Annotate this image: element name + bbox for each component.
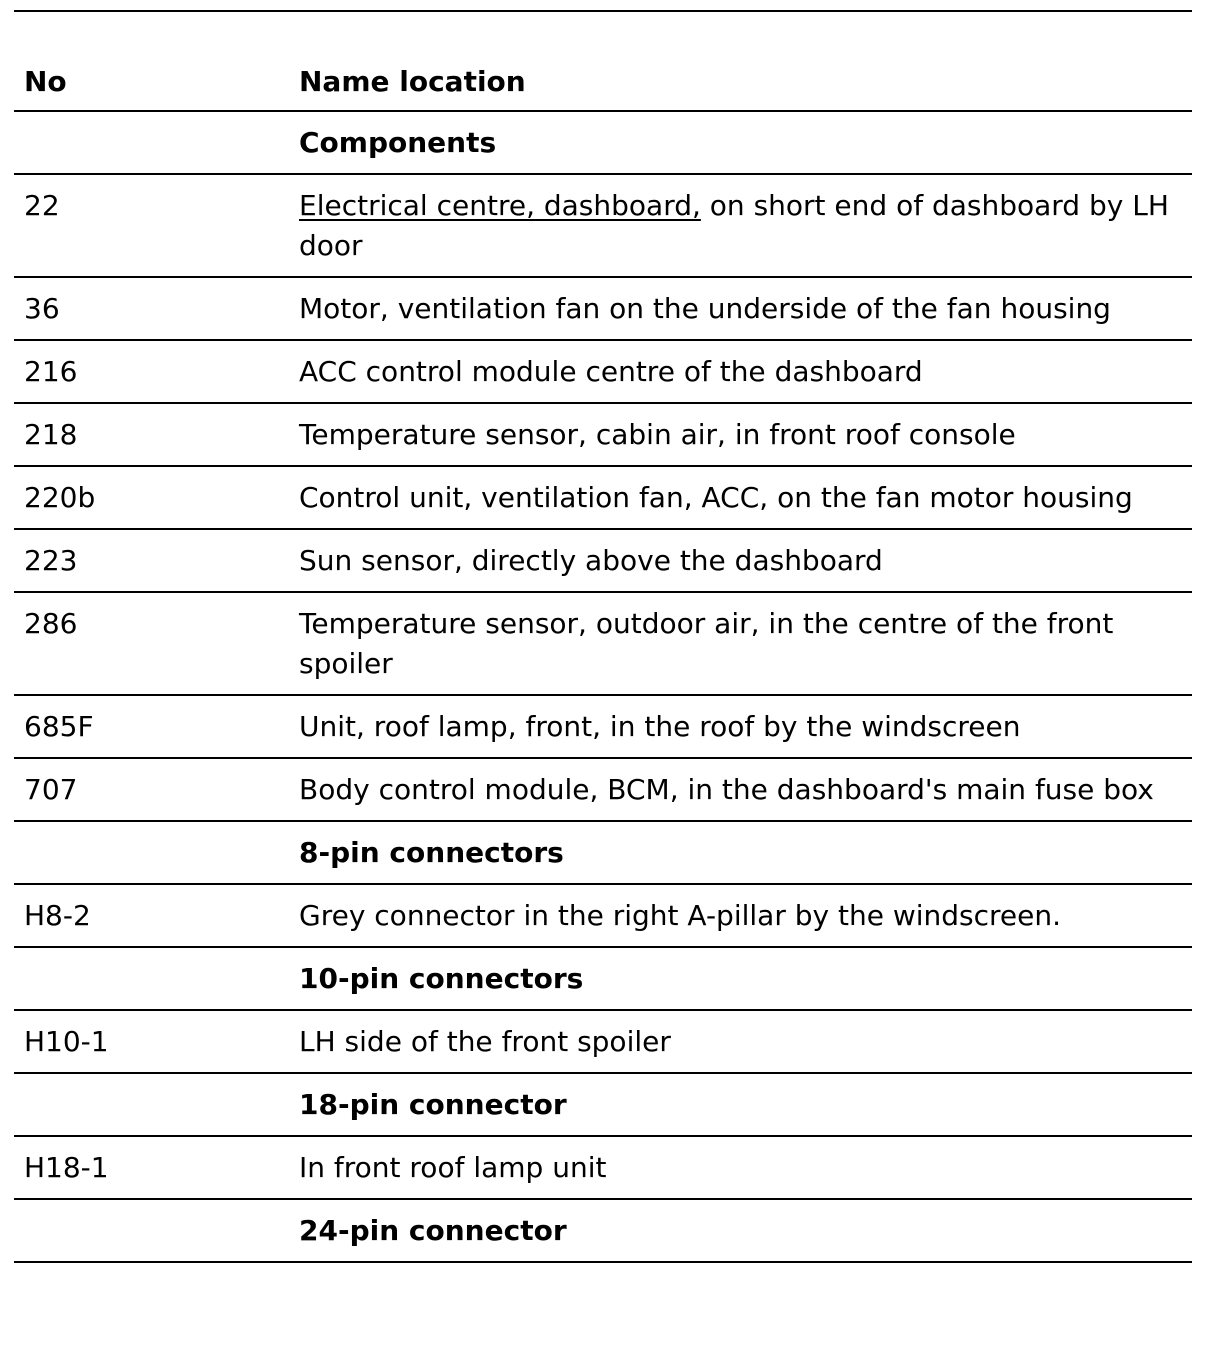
table-row [14,592,1192,695]
table-header [14,52,1192,111]
row-no: 220b [14,466,289,529]
row-no [14,1199,289,1262]
row-no [14,947,289,1010]
row-no: 216 [14,340,289,403]
row-no [14,1073,289,1136]
section-heading: 8-pin connectors [289,821,1192,884]
table-row [14,1199,1192,1262]
row-name-location: Grey connector in the right A-pillar by the windscreen. [289,884,1192,947]
row-no: H18-1 [14,1136,289,1199]
row-name-location: In front roof lamp unit [289,1136,1192,1199]
table-row [14,884,1192,947]
table-row [14,1136,1192,1199]
table-row [14,1010,1192,1073]
table-row [14,174,1192,277]
table-row [14,695,1192,758]
top-rule [14,10,1192,12]
table-row [14,1073,1192,1136]
row-no [14,111,289,174]
row-no: 685F [14,695,289,758]
table-row [14,466,1192,529]
row-name-location: ACC control module centre of the dashboard [289,340,1192,403]
row-name-location [289,174,1192,277]
table-row [14,758,1192,821]
row-no: 36 [14,277,289,340]
row-name-location: Temperature sensor, cabin air, in front roof console [289,403,1192,466]
table-body [14,111,1192,1262]
row-name-location: Temperature sensor, outdoor air, in the centre of the front spoiler [289,592,1192,695]
row-name-location: Motor, ventilation fan on the underside of the fan housing [289,277,1192,340]
header-row [14,52,1192,111]
row-no: H10-1 [14,1010,289,1073]
row-name-location: Body control module, BCM, in the dashboard's main fuse box [289,758,1192,821]
section-heading: 24-pin connector [289,1199,1192,1262]
row-name-text: on short end of dashboard by LH door [299,189,1169,262]
row-no: 218 [14,403,289,466]
row-name-location: Control unit, ventilation fan, ACC, on the fan motor housing [289,466,1192,529]
header-no: No [14,52,289,111]
row-no: H8-2 [14,884,289,947]
table-row [14,821,1192,884]
components-table [14,52,1192,1263]
row-no: 707 [14,758,289,821]
table-row [14,340,1192,403]
table-row [14,529,1192,592]
row-name-location: Unit, roof lamp, front, in the roof by the windscreen [289,695,1192,758]
table-row [14,947,1192,1010]
electrical-centre-link[interactable]: Electrical centre, dashboard, [299,189,701,222]
section-heading: Components [289,111,1192,174]
row-no [14,821,289,884]
section-heading: 18-pin connector [289,1073,1192,1136]
row-no: 22 [14,174,289,277]
row-no: 223 [14,529,289,592]
table-row [14,403,1192,466]
table-row [14,277,1192,340]
row-no: 286 [14,592,289,695]
table-row [14,111,1192,174]
row-name-location: Sun sensor, directly above the dashboard [289,529,1192,592]
section-heading: 10-pin connectors [289,947,1192,1010]
header-name-location: Name location [289,52,1192,111]
row-name-location: LH side of the front spoiler [289,1010,1192,1073]
